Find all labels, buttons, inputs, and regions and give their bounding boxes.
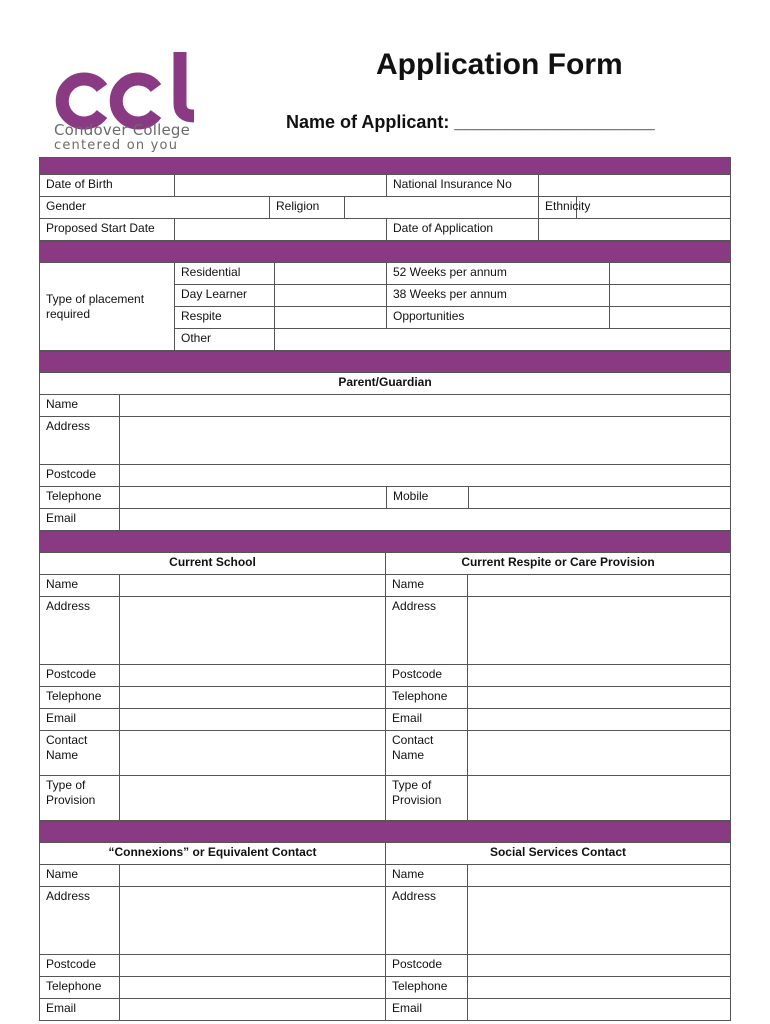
- telephone-label: Telephone: [40, 977, 120, 999]
- email-field[interactable]: [120, 999, 386, 1021]
- email-label: Email: [386, 709, 468, 731]
- postcode-field[interactable]: [120, 955, 386, 977]
- postcode-label: Postcode: [40, 955, 120, 977]
- name-field[interactable]: [120, 575, 386, 597]
- provision-field[interactable]: [468, 776, 731, 821]
- page-title: Application Form: [376, 48, 623, 81]
- email-label: Email: [40, 709, 120, 731]
- postcode-label: Postcode: [386, 955, 468, 977]
- option-field[interactable]: [275, 285, 387, 307]
- email-label: Email: [40, 999, 120, 1021]
- term-field[interactable]: [610, 285, 731, 307]
- option-label: Residential: [175, 263, 275, 285]
- telephone-field[interactable]: [120, 977, 386, 999]
- term-label: Opportunities: [387, 307, 610, 329]
- address-field[interactable]: [120, 597, 386, 665]
- school-table: [39, 552, 731, 821]
- telephone-field[interactable]: [120, 487, 387, 509]
- name-field[interactable]: [468, 865, 731, 887]
- ni-label: National Insurance No: [387, 175, 539, 197]
- postcode-field[interactable]: [120, 465, 731, 487]
- ni-field[interactable]: [539, 175, 731, 197]
- name-label: Name: [386, 575, 468, 597]
- postcode-field[interactable]: [468, 665, 731, 687]
- address-field[interactable]: [120, 417, 731, 465]
- option-field[interactable]: [275, 263, 387, 285]
- telephone-field[interactable]: [468, 977, 731, 999]
- email-field[interactable]: [468, 709, 731, 731]
- gender-label-cell[interactable]: [40, 197, 270, 219]
- option-label: Respite: [175, 307, 275, 329]
- name-label: Name: [40, 865, 120, 887]
- mobile-label: Mobile: [387, 487, 469, 509]
- start-field[interactable]: [175, 219, 387, 241]
- address-field[interactable]: [468, 887, 731, 955]
- personal-details-table: [39, 174, 731, 241]
- applicant-name-field[interactable]: [286, 112, 655, 133]
- telephone-field[interactable]: [468, 687, 731, 709]
- option-field[interactable]: [275, 329, 731, 351]
- placement-table: [39, 262, 731, 351]
- name-field[interactable]: [120, 395, 731, 417]
- option-label: Other: [175, 329, 275, 351]
- postcode-label: Postcode: [386, 665, 468, 687]
- religion-field[interactable]: [345, 197, 539, 219]
- applicant-line: ____________________: [454, 112, 655, 132]
- provision-label: Type of Provision: [40, 776, 120, 821]
- section-divider: [39, 157, 731, 174]
- religion-label: Religion: [270, 197, 345, 219]
- postcode-field[interactable]: [120, 665, 386, 687]
- provision-field[interactable]: [120, 776, 386, 821]
- parent-table: [39, 372, 731, 531]
- postcode-label: Postcode: [40, 665, 120, 687]
- section-divider: [39, 351, 731, 372]
- respite-title: Current Respite or Care Provision: [386, 553, 731, 575]
- contact-label: Contact Name: [386, 731, 468, 776]
- option-field[interactable]: [275, 307, 387, 329]
- address-label: Address: [40, 417, 120, 465]
- gender-label: Gender: [46, 199, 87, 213]
- section-divider: [39, 821, 731, 842]
- school-title: Current School: [40, 553, 386, 575]
- address-label: Address: [40, 887, 120, 955]
- name-label: Name: [40, 575, 120, 597]
- placement-label: Type of placement required: [40, 263, 175, 351]
- contact-field[interactable]: [468, 731, 731, 776]
- telephone-label: Telephone: [386, 687, 468, 709]
- address-field[interactable]: [468, 597, 731, 665]
- telephone-label: Telephone: [386, 977, 468, 999]
- address-label: Address: [386, 887, 468, 955]
- contact-label: Contact Name: [40, 731, 120, 776]
- contacts-table: [39, 842, 731, 1021]
- start-label: Proposed Start Date: [40, 219, 175, 241]
- section-divider: [39, 241, 731, 262]
- ethnicity-label: Ethnicity: [539, 197, 577, 219]
- term-field[interactable]: [610, 263, 731, 285]
- social-title: Social Services Contact: [386, 843, 731, 865]
- app-date-field[interactable]: [539, 219, 731, 241]
- telephone-label: Telephone: [40, 487, 120, 509]
- contact-field[interactable]: [120, 731, 386, 776]
- application-form: [39, 157, 731, 1021]
- term-field[interactable]: [610, 307, 731, 329]
- name-label: Name: [40, 395, 120, 417]
- logo-name: Condover College: [54, 121, 191, 139]
- term-label: 52 Weeks per annum: [387, 263, 610, 285]
- mobile-field[interactable]: [469, 487, 731, 509]
- name-label: Name: [386, 865, 468, 887]
- name-field[interactable]: [468, 575, 731, 597]
- provision-label: Type of Provision: [386, 776, 468, 821]
- dob-label: Date of Birth: [40, 175, 175, 197]
- term-label: 38 Weeks per annum: [387, 285, 610, 307]
- parent-title: Parent/Guardian: [40, 373, 731, 395]
- section-divider: [39, 531, 731, 552]
- telephone-label: Telephone: [40, 687, 120, 709]
- email-label: Email: [40, 509, 120, 531]
- option-label: Day Learner: [175, 285, 275, 307]
- applicant-label: Name of Applicant:: [286, 112, 450, 132]
- ethnicity-field[interactable]: [577, 197, 731, 219]
- email-label: Email: [386, 999, 468, 1021]
- email-field[interactable]: [120, 509, 731, 531]
- dob-field[interactable]: [175, 175, 387, 197]
- logo-tagline: centered on you: [54, 138, 179, 153]
- email-field[interactable]: [468, 999, 731, 1021]
- telephone-field[interactable]: [120, 687, 386, 709]
- address-label: Address: [40, 597, 120, 665]
- postcode-field[interactable]: [468, 955, 731, 977]
- app-date-label: Date of Application: [387, 219, 539, 241]
- address-label: Address: [386, 597, 468, 665]
- address-field[interactable]: [120, 887, 386, 955]
- name-field[interactable]: [120, 865, 386, 887]
- connexions-title: “Connexions” or Equivalent Contact: [40, 843, 386, 865]
- postcode-label: Postcode: [40, 465, 120, 487]
- email-field[interactable]: [120, 709, 386, 731]
